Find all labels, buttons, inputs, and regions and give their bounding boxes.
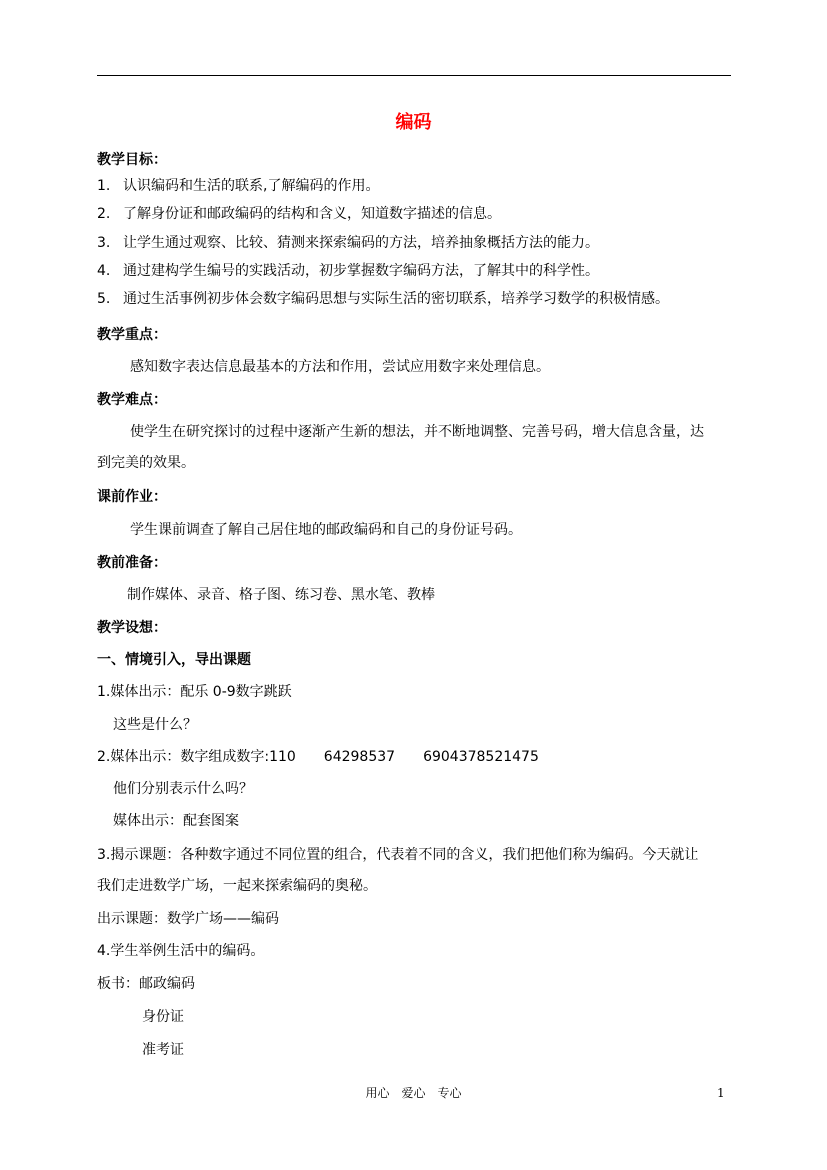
step3-text-line2: 我们走进数学广场，一起来探索编码的奥秘。 [97, 878, 377, 894]
design-heading: 教学设想： [97, 620, 167, 636]
step2-number-2: 64298537 [323, 749, 396, 765]
goal-number: 3. [97, 235, 111, 251]
footer-motto: 用心 爱心 专心 [365, 1086, 462, 1100]
show-title-text: 出示课题：数学广场——编码 [97, 911, 279, 927]
goals-heading: 教学目标： [97, 152, 167, 168]
part1-heading: 一、情境引入，导出课题 [97, 652, 251, 668]
goal-item [97, 261, 599, 281]
goal-item [97, 204, 501, 224]
key-text: 感知数字表达信息最基本的方法和作用，尝试应用数字来处理信息。 [130, 359, 550, 375]
page-number: 1 [717, 1086, 725, 1100]
goal-item [97, 233, 599, 253]
step1-question: 这些是什么？ [113, 717, 197, 733]
step1-text: 1.媒体出示：配乐 0-9数字跳跃 [97, 684, 292, 700]
homework-text: 学生课前调查了解自己居住地的邮政编码和自己的身份证号码。 [130, 522, 522, 538]
board-item-admission-ticket: 准考证 [142, 1042, 184, 1058]
prep-text: 制作媒体、录音、格子图、练习卷、黑水笔、教棒 [127, 587, 435, 603]
step2-text [97, 747, 539, 767]
goal-number: 1. [97, 178, 111, 194]
goal-text: 让学生通过观察、比较、猜测来探索编码的方法，培养抽象概括方法的能力。 [123, 235, 599, 251]
step4-text: 4.学生举例生活中的编码。 [97, 943, 265, 959]
step2-question: 他们分别表示什么吗？ [113, 781, 253, 797]
difficulty-heading: 教学难点： [97, 392, 167, 408]
goal-item [97, 289, 669, 309]
goal-text: 通过建构学生编号的实践活动，初步掌握数字编码方法，了解其中的科学性。 [123, 263, 599, 279]
prep-heading: 教前准备： [97, 555, 167, 571]
board-item-id-card: 身份证 [142, 1009, 184, 1025]
key-heading: 教学重点： [97, 327, 167, 343]
goal-text: 认识编码和生活的联系,了解编码的作用。 [123, 178, 380, 194]
step2-number-3: 6904378521475 [423, 749, 539, 765]
goal-number: 5. [97, 291, 111, 307]
step2-prefix: 2.媒体出示：数字组成数字:110 [97, 749, 296, 765]
homework-heading: 课前作业： [97, 489, 167, 505]
step3-text-line1: 3.揭示课题：各种数字通过不同位置的组合，代表着不同的含义，我们把他们称为编码。今天就让 [97, 847, 699, 863]
header-rule [97, 75, 731, 76]
difficulty-text-line1: 使学生在研究探讨的过程中逐渐产生新的想法，并不断地调整、完善号码，增大信息含量，达 [130, 424, 704, 440]
goal-number: 2. [97, 206, 111, 222]
board-label: 板书：邮政编码 [97, 976, 195, 992]
step2-media: 媒体出示：配套图案 [113, 813, 239, 829]
goal-number: 4. [97, 263, 111, 279]
goal-text: 通过生活事例初步体会数字编码思想与实际生活的密切联系，培养学习数学的积极情感。 [123, 291, 669, 307]
goal-text: 了解身份证和邮政编码的结构和含义，知道数字描述的信息。 [123, 206, 501, 222]
document-title: 编码 [395, 112, 432, 133]
goal-item [97, 176, 379, 196]
difficulty-text-line2: 到完美的效果。 [97, 455, 195, 471]
